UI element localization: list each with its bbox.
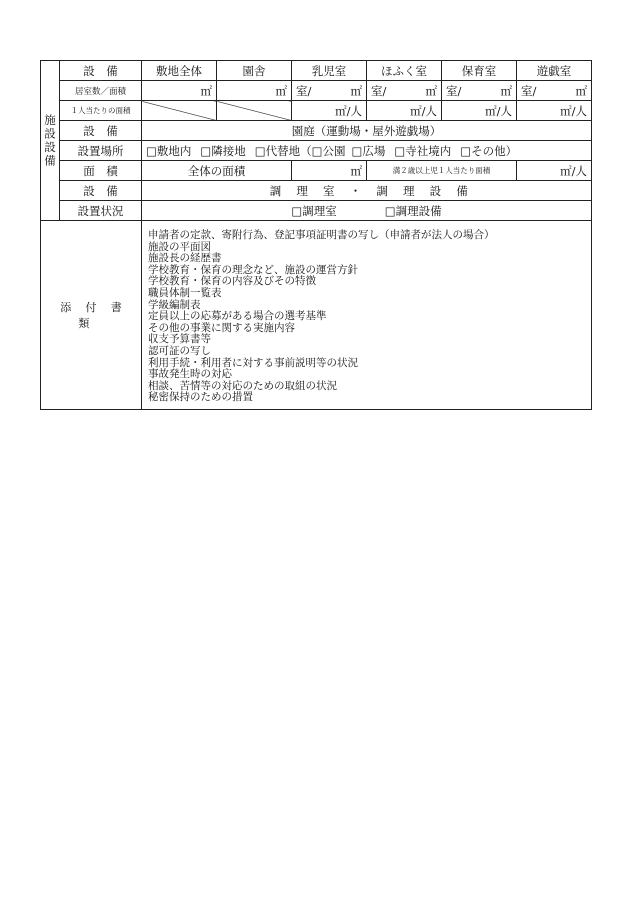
- room-unit: 室/: [296, 83, 312, 98]
- unit-m2: ㎡: [200, 83, 212, 98]
- room-unit: 室/: [521, 83, 537, 98]
- column-header-site: 敷地全体: [142, 61, 217, 81]
- checkbox-alternative-park[interactable]: □代替地（□公園: [254, 143, 346, 158]
- unit-m2-per-person: ㎡/人: [560, 103, 587, 118]
- install-status-options: [142, 201, 592, 221]
- playroom-per-person-field[interactable]: [517, 101, 592, 121]
- unit-m2-per-person: ㎡/人: [485, 103, 512, 118]
- unit-m2: ㎡: [275, 83, 287, 98]
- building-area-field[interactable]: [217, 81, 292, 101]
- per-person-area-label: １人当たりの面積: [60, 101, 142, 121]
- infant-room-rooms-area-field[interactable]: [292, 81, 367, 101]
- checkbox-temple-grounds[interactable]: □寺社境内: [394, 143, 452, 158]
- checkbox-adjacent[interactable]: □隣接地: [200, 143, 246, 158]
- attachment-item: 秘密保持のための措置: [148, 391, 253, 404]
- site-per-person-crossed-cell: [142, 101, 217, 121]
- attachment-item: 学校教育・保育の理念など、施設の運営方針: [148, 263, 358, 276]
- unit-m2-per-person: ㎡/人: [410, 103, 437, 118]
- equipment-row-label: 設 備: [60, 61, 142, 81]
- attachments-list: [143, 222, 590, 408]
- area-label: 面 積: [60, 161, 142, 181]
- checkbox-cooking-room[interactable]: □調理室: [291, 203, 337, 218]
- crawling-room-per-person-field[interactable]: [367, 101, 442, 121]
- facility-form: [40, 60, 591, 410]
- unit-m2-per-person: ㎡/人: [335, 103, 362, 118]
- attachment-item: 認可証の写し: [148, 344, 211, 357]
- attachment-item: 施設の平面図: [148, 240, 211, 253]
- nursery-room-per-person-field[interactable]: [442, 101, 517, 121]
- per-child-area-label: 満２歳以上児１人当たり面積: [367, 161, 517, 181]
- column-header-nursery-room: 保育室: [442, 61, 517, 81]
- checkbox-other[interactable]: □その他）: [460, 143, 518, 158]
- attachment-item: 収支予算書等: [148, 333, 211, 346]
- column-header-infant-room: 乳児室: [292, 61, 367, 81]
- unit-m2: ㎡: [425, 83, 437, 98]
- unit-m2: ㎡: [350, 163, 362, 178]
- attachments-list-cell: [142, 221, 592, 410]
- checkbox-on-site[interactable]: □敷地内: [146, 143, 192, 158]
- cooking-equipment-value: 調 理 室 ・ 調 理 設 備: [142, 181, 592, 201]
- attachment-item: 学校教育・保育の内容及びその特徴: [148, 275, 316, 288]
- attachment-item: その他の事業に関する実施内容: [148, 321, 295, 334]
- cooking-equipment-label: 設 備: [60, 181, 142, 201]
- playroom-rooms-area-field[interactable]: [517, 81, 592, 101]
- unit-m2: ㎡: [575, 83, 587, 98]
- checkbox-cooking-equipment[interactable]: □調理設備: [384, 203, 442, 218]
- total-area-field[interactable]: [292, 161, 367, 181]
- attachments-table: [40, 220, 592, 410]
- location-label: 設置場所: [60, 141, 142, 161]
- attachment-item: 職員体制一覧表: [148, 286, 222, 299]
- per-child-area-field[interactable]: [517, 161, 592, 181]
- facility-equipment-table: [40, 60, 592, 221]
- attachment-item: 学級編制表: [148, 298, 201, 311]
- checkbox-square[interactable]: □広場: [351, 143, 386, 158]
- room-unit: 室/: [446, 83, 462, 98]
- nursery-room-rooms-area-field[interactable]: [442, 81, 517, 101]
- attachment-item: 事故発生時の対応: [148, 368, 232, 381]
- attachment-item: 相談、苦情等の対応のための取組の状況: [148, 379, 337, 392]
- room-unit: 室/: [371, 83, 387, 98]
- garden-equipment-label: 設 備: [60, 121, 142, 141]
- building-per-person-crossed-cell: [217, 101, 292, 121]
- attachment-item: 利用手続・利用者に対する事前説明等の状況: [148, 356, 358, 369]
- facility-section-label: 施設設備: [41, 61, 60, 221]
- attachment-item: 施設長の経歴書: [148, 252, 222, 265]
- infant-room-per-person-field[interactable]: [292, 101, 367, 121]
- column-header-crawling-room: ほふく室: [367, 61, 442, 81]
- crawling-room-rooms-area-field[interactable]: [367, 81, 442, 101]
- attachments-label: 添付書類: [41, 221, 142, 410]
- column-header-building: 園舎: [217, 61, 292, 81]
- column-header-playroom: 遊戯室: [517, 61, 592, 81]
- rooms-area-label: 居室数／面積: [60, 81, 142, 101]
- unit-m2: ㎡: [350, 83, 362, 98]
- garden-equipment-value: 園庭（運動場・屋外遊戯場）: [142, 121, 592, 141]
- location-options: [142, 141, 592, 161]
- install-status-label: 設置状況: [60, 201, 142, 221]
- unit-m2-per-person: ㎡/人: [560, 163, 587, 178]
- attachment-item: 申請者の定款、寄附行為、登記事項証明書の写し（申請者が法人の場合）: [148, 229, 495, 241]
- site-area-field[interactable]: [142, 81, 217, 101]
- total-area-label: 全体の面積: [142, 161, 292, 181]
- attachment-item: 定員以上の応募がある場合の選考基準: [148, 310, 327, 323]
- unit-m2: ㎡: [500, 83, 512, 98]
